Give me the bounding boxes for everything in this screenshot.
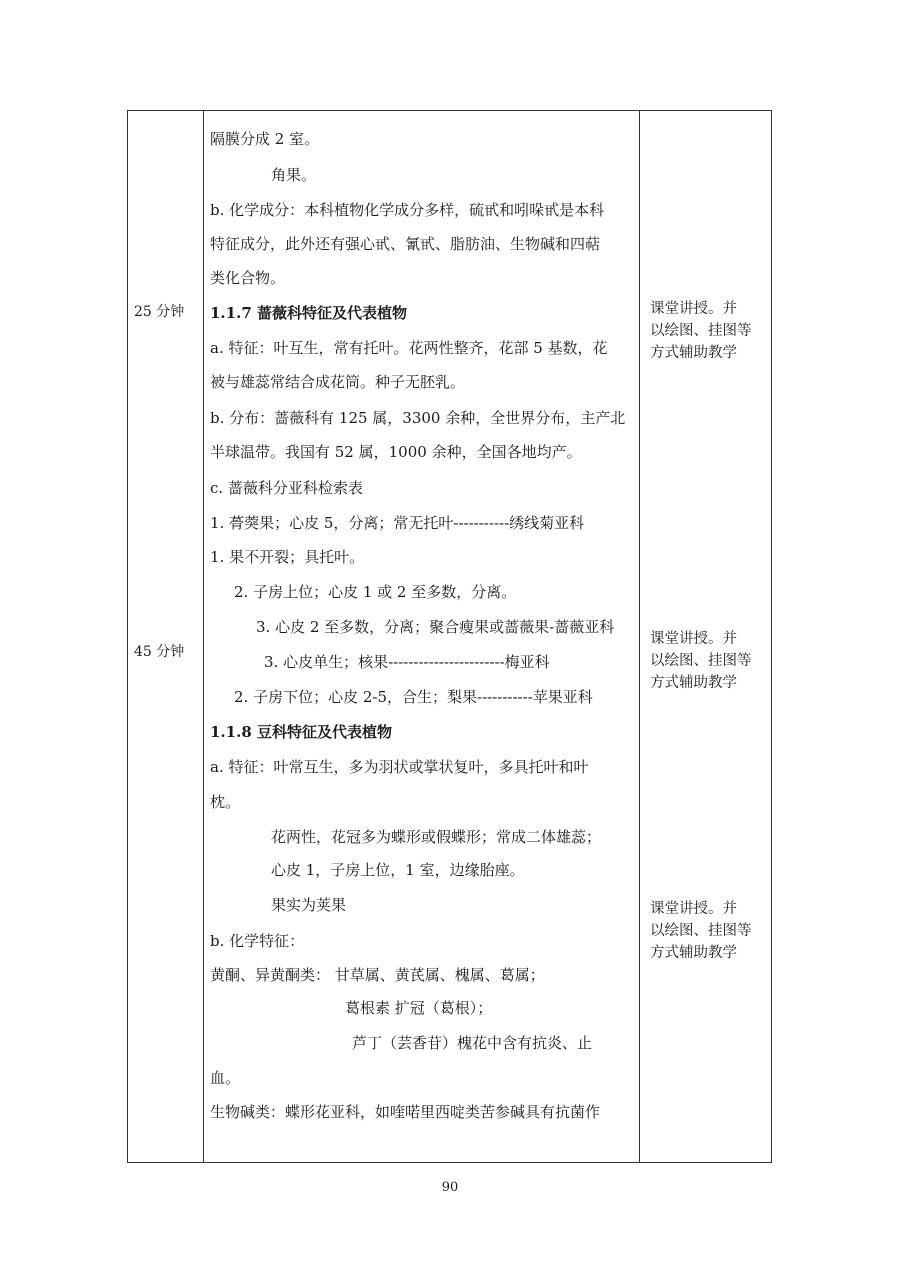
lesson-plan-table — [127, 110, 772, 1163]
content-line: 葛根素 扩冠（葛根）； — [345, 999, 493, 1017]
time-cell: 25 分钟 — [134, 304, 185, 320]
content-line: 枕。 — [210, 793, 241, 811]
teaching-note-line: 课堂讲授。并 — [650, 631, 737, 647]
teaching-note-line: 课堂讲授。并 — [650, 901, 737, 917]
content-line: 隔膜分成 2 室。 — [210, 130, 320, 148]
content-line: 1. 蓇葖果；心皮 5，分离；常无托叶-----------绣线菊亚科 — [210, 514, 585, 532]
time-cell: 45 分钟 — [134, 644, 185, 660]
content-line: 血。 — [210, 1069, 241, 1087]
column-divider-notes — [639, 111, 640, 1162]
content-line: 心皮 1，子房上位，1 室，边缘胎座。 — [271, 861, 525, 879]
page-number: 90 — [441, 1180, 459, 1195]
content-line: 3. 心皮单生；核果-----------------------梅亚科 — [264, 653, 550, 671]
content-line: 生物碱类：蝶形花亚科，如喹喏里西啶类苦参碱具有抗菌作 — [210, 1103, 601, 1121]
content-line: 角果。 — [271, 166, 317, 184]
column-divider-time — [203, 111, 204, 1162]
content-line: 花两性，花冠多为蝶形或假蝶形；常成二体雄蕊； — [271, 828, 602, 846]
teaching-note-line: 方式辅助教学 — [650, 675, 737, 691]
content-line: 3. 心皮 2 至多数，分离；聚合瘦果或蔷薇果-蔷薇亚科 — [256, 618, 615, 636]
content-line: b. 化学成分：本科植物化学成分多样，硫甙和吲哚甙是本科 — [210, 201, 605, 219]
content-line: 类化合物。 — [210, 269, 286, 287]
section-heading: 1.1.7 蔷薇科特征及代表植物 — [210, 304, 407, 322]
content-line: 2. 子房下位；心皮 2-5，合生；梨果-----------苹果亚科 — [234, 688, 593, 706]
content-line: 黄酮、异黄酮类： 甘草属、黄芪属、槐属、葛属； — [210, 966, 545, 984]
teaching-note-line: 课堂讲授。并 — [650, 301, 737, 317]
teaching-note — [650, 628, 770, 694]
content-line: 芦丁（芸香苷）槐花中含有抗炎、止 — [352, 1034, 593, 1052]
content-line: 半球温带。我国有 52 属，1000 余种，全国各地均产。 — [210, 443, 582, 461]
teaching-note-line: 方式辅助教学 — [650, 345, 737, 361]
content-line: 被与雄蕊常结合成花筒。种子无胚乳。 — [210, 373, 466, 391]
teaching-note-line: 方式辅助教学 — [650, 945, 737, 961]
content-line: a. 特征：叶常互生，多为羽状或掌状复叶，多具托叶和叶 — [210, 758, 589, 776]
content-line: b. 化学特征： — [210, 932, 305, 950]
content-line: 1. 果不开裂；具托叶。 — [210, 548, 365, 566]
content-line: 果实为荚果 — [271, 896, 347, 914]
teaching-note-line: 以绘图、挂图等 — [650, 923, 752, 939]
content-line: b. 分布：蔷薇科有 125 属，3300 余种，全世界分布，主产北 — [210, 409, 626, 427]
teaching-note-line: 以绘图、挂图等 — [650, 323, 752, 339]
content-line: a. 特征：叶互生，常有托叶。花两性整齐，花部 5 基数，花 — [210, 339, 608, 357]
teaching-note — [650, 298, 770, 364]
teaching-note-line: 以绘图、挂图等 — [650, 653, 752, 669]
content-line: c. 蔷薇科分亚科检索表 — [210, 479, 363, 497]
teaching-note — [650, 898, 770, 964]
content-line: 特征成分，此外还有强心甙、氰甙、脂肪油、生物碱和四萜 — [210, 235, 601, 253]
section-heading: 1.1.8 豆科特征及代表植物 — [210, 723, 392, 741]
content-line: 2. 子房上位；心皮 1 或 2 至多数，分离。 — [234, 583, 517, 601]
